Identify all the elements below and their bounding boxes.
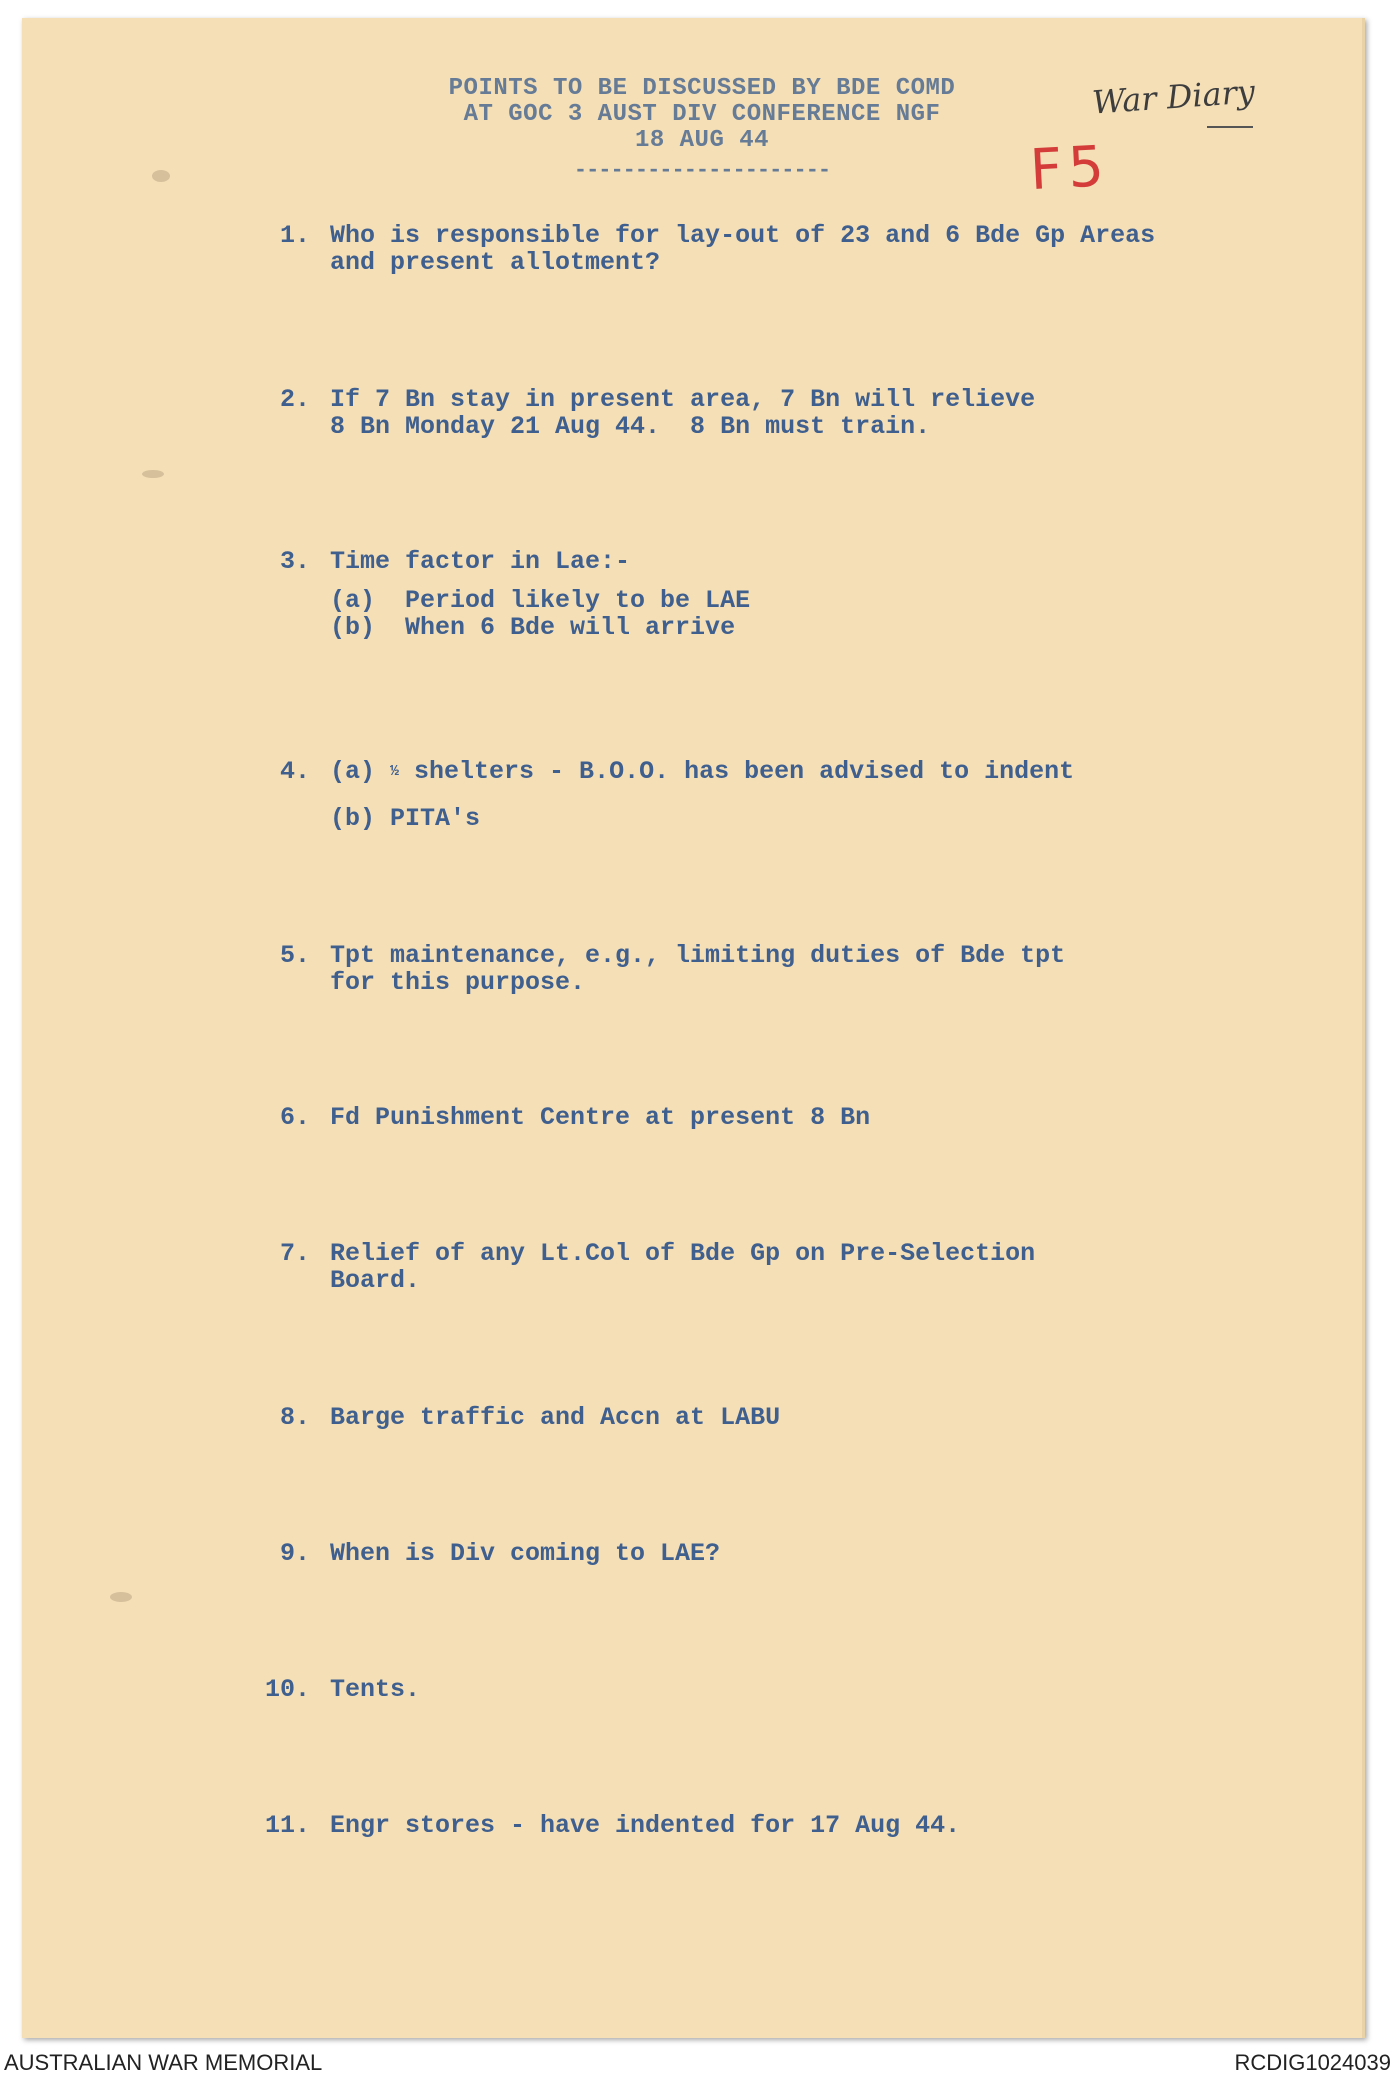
footer-record-id: RCDIG1024039	[1234, 2050, 1391, 2075]
heading-line-3: 18 AUG 44	[634, 127, 770, 154]
item-number: 6.	[279, 1103, 310, 1132]
document-heading	[362, 76, 1042, 184]
item-text: If 7 Bn stay in present area, 7 Bn will relieve 8 Bn Monday 21 Aug 44. 8 Bn must train.	[330, 385, 1036, 441]
document-page	[22, 18, 1365, 2038]
paper-blemish	[142, 470, 164, 478]
item-number: 4.	[279, 757, 310, 786]
footer-credit: AUSTRALIAN WAR MEMORIAL	[4, 2050, 323, 2075]
red-folio-mark: F5	[1028, 133, 1112, 204]
item-number: 1.	[279, 221, 310, 250]
item-text: When is Div coming to LAE?	[330, 1539, 721, 1568]
paper-blemish	[152, 170, 170, 182]
item-number: 10.	[264, 1675, 310, 1704]
item-text: Engr stores - have indented for 17 Aug 44.	[330, 1811, 961, 1840]
heading-line-1: POINTS TO BE DISCUSSED BY BDE COMD	[448, 75, 956, 102]
item-number: 7.	[279, 1239, 310, 1268]
item-number: 2.	[279, 385, 310, 414]
item-text: Barge traffic and Accn at LABU	[330, 1403, 781, 1432]
item-text: (a) ½ shelters - B.O.O. has been advised to indent (b) PITA's	[330, 757, 1075, 834]
heading-rule: ---------------------	[573, 158, 831, 183]
item-text: Who is responsible for lay-out of 23 and 6 Bde Gp Areas and present allotment?	[330, 221, 1156, 277]
item-number: 8.	[279, 1403, 310, 1432]
item-text: Time factor in Lae:- (a) Period likely to be LAE (b) When 6 Bde will arrive	[330, 547, 751, 642]
item-number: 5.	[279, 941, 310, 970]
fraction-half: ½	[390, 763, 400, 780]
handwritten-war-diary-note: War Diary	[1090, 72, 1257, 122]
item-text: Relief of any Lt.Col of Bde Gp on Pre-Selection Board.	[330, 1239, 1036, 1295]
paper-blemish	[110, 1592, 132, 1602]
heading-line-2: AT GOC 3 AUST DIV CONFERENCE NGF	[463, 101, 941, 128]
item-text: Tents.	[330, 1675, 421, 1704]
item-number: 9.	[279, 1539, 310, 1568]
item-text: Fd Punishment Centre at present 8 Bn	[330, 1103, 871, 1132]
item-number: 3.	[279, 547, 310, 576]
handwritten-underline	[1207, 126, 1253, 128]
item-number: 11.	[264, 1811, 310, 1840]
item-text: Tpt maintenance, e.g., limiting duties of Bde tpt for this purpose.	[330, 941, 1066, 997]
